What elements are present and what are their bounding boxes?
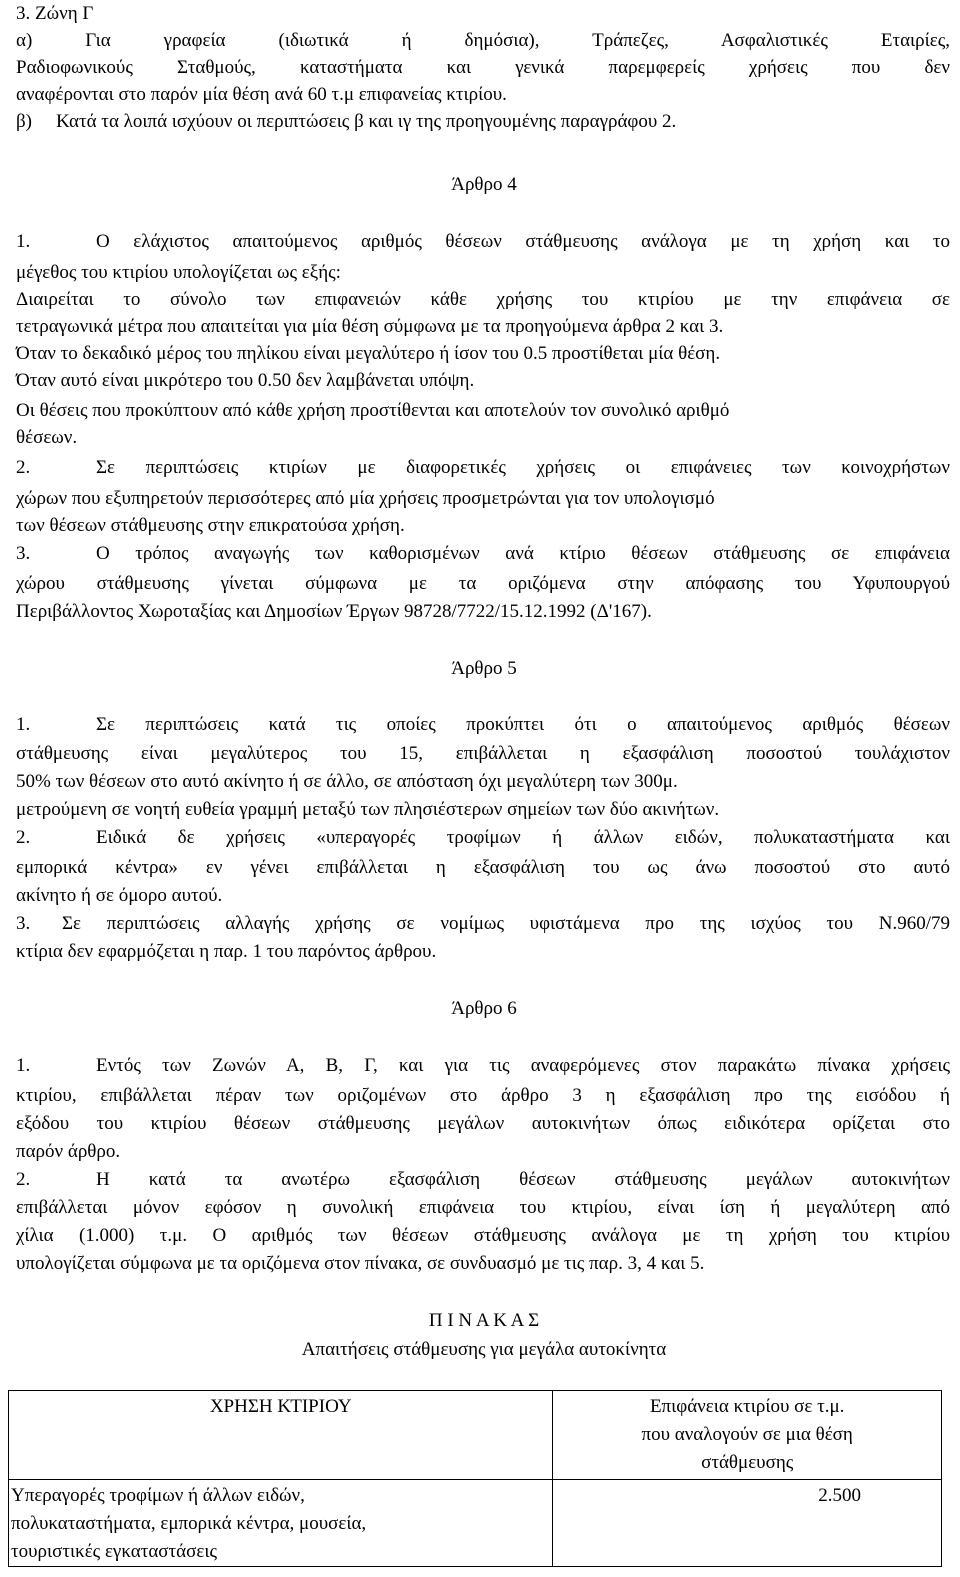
art6-p1-line-3: εξόδου του κτιρίου θέσεων στάθμευσης μεγάλων αυτοκινήτων όπως ειδικότερα ορίζεται στο [16,1113,950,1134]
art4-p2-line-1: 2. Σε περιπτώσεις κτιρίων με διαφορετικές χρήσεις οι επιφάνειες των κοινοχρήστων [16,457,950,478]
art4-p1-line-3: Διαιρείται το σύνολο των επιφανειών κάθε χρήσης του κτιρίου με την επιφάνεια σε [16,289,950,310]
zone-b-label: β) [16,111,32,132]
art4-p1-line-2: μέγεθος του κτιρίου υπολογίζεται ως εξής: [16,262,341,283]
art6-p1-line-1: 1. Εντός των Ζωνών Α, Β, Γ, και για τις αναφερόμενες στον παρακάτω πίνακα χρήσεις [16,1055,950,1076]
art6-p1-line-4: παρόν άρθρο. [16,1141,121,1162]
art5-p3-line-1: 3. Σε περιπτώσεις αλλαγής χρήσης σε νομίμως υφιστάμενα προ της ισχύος του Ν.960/79 [16,913,950,934]
art4-p1-line-1: 1. Ο ελάχιστος απαιτούμενος αριθμός θέσεων στάθμευσης ανάλογα με τη χρήση και το [16,231,950,252]
art4-p1-line-6: Όταν αυτό είναι μικρότερο του 0.50 δεν λαμβάνεται υπόψη. [16,370,475,391]
art5-p3-line-2: κτίρια δεν εφαρμόζεται η παρ. 1 του παρόντος άρθρου. [16,941,437,962]
art6-p2-line-3: χίλια (1.000) τ.μ. Ο αριθμός των θέσεων στάθμευσης ανάλογα με τη χρήση του κτιρίου [16,1225,950,1246]
art4-p3-line-3: Περιβάλλοντος Χωροταξίας και Δημοσίων Έργων 98728/7722/15.12.1992 (Δ'167). [16,601,652,622]
article-5-title: Άρθρο 5 [451,658,517,679]
header-area: Επιφάνεια κτιρίου σε τ.μ. που αναλογούν σε μια θέση στάθμευσης [553,1391,942,1480]
art6-p2-line-2: επιβάλλεται μόνον εφόσον η συνολική επιφάνεια του κτιρίου, είναι ίση ή μεγαλύτερη από [16,1197,950,1218]
cell-use: Υπεραγορές τροφίμων ή άλλων ειδών, πολυκαταστήματα, εμπορικά κέντρα, μουσεία, τουριστικές εγκαταστάσεις [9,1480,553,1567]
art6-p1-line-2: κτιρίου, επιβάλλεται πέραν των οριζομένων στο άρθρο 3 η εξασφάλιση προ της εισόδου ή [16,1085,950,1106]
art5-p1-line-3: 50% των θέσεων στο αυτό ακίνητο ή σε άλλο, σε απόσταση όχι μεγαλύτερη των 300μ. [16,771,678,792]
art4-p1-line-8: θέσεων. [16,427,78,448]
art5-p1-line-4: μετρούμενη σε νοητή ευθεία γραμμή μεταξύ των πλησιέστερων σημείων των δύο ακινήτων. [16,799,720,820]
cell-area: 2.500 [553,1480,942,1567]
zone-a-line-1: α) Για γραφεία (ιδιωτικά ή δημόσια), Τράπεζες, Ασφαλιστικές Εταιρίες, [16,30,951,51]
zone-b-line: β) Κατά τα λοιπά ισχύουν οι περιπτώσεις β και ιγ της προηγουμένης παραγράφου 2. [16,108,676,135]
art5-p2-line-1: 2. Ειδικά δε χρήσεις «υπεραγορές τροφίμων ή άλλων ειδών, πολυκαταστήματα και [16,827,950,848]
art4-p1-line-4: τετραγωνικά μέτρα που απαιτείται για μία θέση σύμφωνα με τα προηγούμενα άρθρα 2 και 3. [16,316,724,337]
art4-p1-line-7: Οι θέσεις που προκύπτουν από κάθε χρήση προστίθενται και αποτελούν τον συνολικό αριθμό [16,400,730,421]
zone-a-line-2: Ραδιοφωνικούς Σταθμούς, καταστήματα και γενικά παρεμφερείς χρήσεις που δεν [16,57,950,78]
art6-p2-line-4: υπολογίζεται σύμφωνα με τα οριζόμενα στον πίνακα, σε συνδυασμό με τις παρ. 3, 4 και 5. [16,1253,705,1274]
zone-a-label: α) [16,30,33,51]
table-title: Π Ι Ν Α Κ Α Σ [428,1310,540,1331]
art4-p2-line-2: χώρων που εξυπηρετούν περισσότερες από μία χρήσεις προσμετρώνται για τον υπολογισμό [16,488,715,509]
table-row [9,1480,942,1567]
article-4-title: Άρθρο 4 [451,174,517,195]
table-header-row [9,1391,942,1480]
art4-p3-line-1: 3. Ο τρόπος αναγωγής των καθορισμένων ανά κτίριο θέσεων στάθμευσης σε επιφάνεια [16,543,950,564]
art4-p2-line-3: των θέσεων στάθμευσης στην επικρατούσα χρήση. [16,515,405,536]
art4-p1-line-5: Όταν το δεκαδικό μέρος του πηλίκου είναι μεγαλύτερο ή ίσον του 0.5 προστίθεται μία θέση. [16,343,721,364]
art6-p2-line-1: 2. Η κατά τα ανωτέρω εξασφάλιση θέσεων στάθμευσης μεγάλων αυτοκινήτων [16,1169,950,1190]
table-subtitle: Απαιτήσεις στάθμευσης για μεγάλα αυτοκίνητα [301,1339,667,1360]
header-use: ΧΡΗΣΗ ΚΤΙΡΙΟΥ [9,1391,553,1480]
parking-table [8,1390,942,1567]
zone-heading: 3. Ζώνη Γ [16,3,94,24]
article-6-title: Άρθρο 6 [451,998,517,1019]
art5-p2-line-3: ακίνητο ή σε όμορο αυτού. [16,885,223,906]
art4-p3-line-2: χώρου στάθμευσης γίνεται σύμφωνα με τα οριζόμενα στην απόφασης του Υφυπουργού [16,573,950,594]
art5-p1-line-2: στάθμευσης είναι μεγαλύτερος του 15, επιβάλλεται η εξασφάλιση ποσοστού τουλάχιστον [16,743,950,764]
art5-p1-line-1: 1. Σε περιπτώσεις κατά τις οποίες προκύπτει ότι ο απαιτούμενος αριθμός θέσεων [16,714,950,735]
art5-p2-line-2: εμπορικά κέντρα» εν γένει επιβάλλεται η εξασφάλιση του ως άνω ποσοστού στο αυτό [16,857,950,878]
zone-a-line-3: αναφέρονται στο παρόν μία θέση ανά 60 τ.μ επιφανείας κτιρίου. [16,84,507,105]
